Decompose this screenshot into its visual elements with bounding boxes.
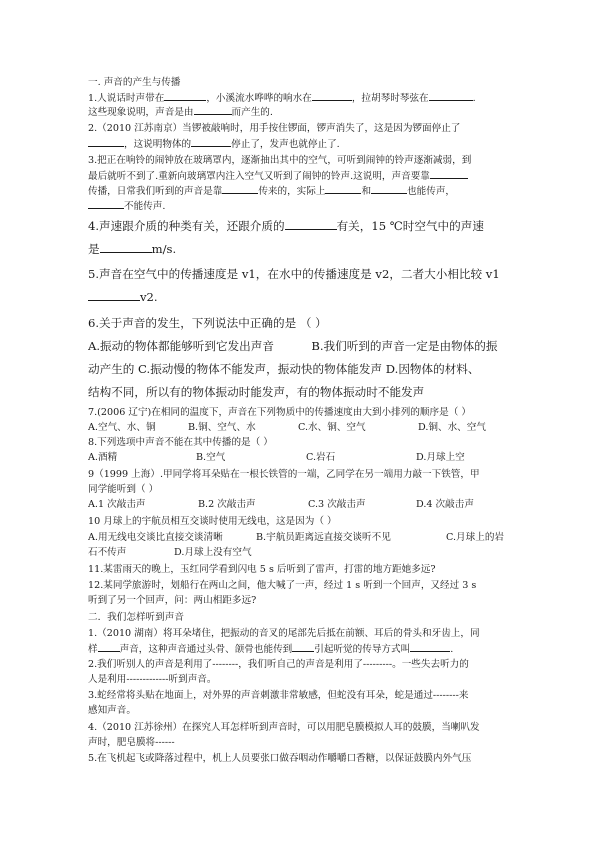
option-c[interactable]: C.岩石	[306, 452, 336, 463]
question-3-line-2: 最后就听不到了.重新向玻璃罩内注入空气又听到了闹钟的铃声.这说明，声音要靠	[88, 169, 528, 183]
question-7-options	[88, 421, 528, 434]
answer-blank[interactable]	[98, 642, 120, 652]
question-10-options-line-1	[88, 531, 528, 544]
section-heading-hearing: 二．我们怎样听到声音	[88, 612, 184, 623]
answer-blank[interactable]	[88, 291, 140, 301]
s2-question-4-line-1: 4.（2010 江苏徐州）在探究人耳怎样听到声音时，可以用肥皂膜模拟人耳的鼓膜，当喇叭发	[88, 722, 480, 733]
s2-question-3-line-1: 3.蛇经常将头贴在地面上，对外界的声音刺激非常敏感，但蛇没有耳朵，蛇是通过--------来	[88, 690, 469, 701]
option-a[interactable]: A.用无线电交谈比直接交谈清晰	[88, 532, 223, 543]
s2-question-4-line-2: 声时，肥皂膜将------	[88, 737, 175, 748]
s2-question-1-line-1: 1.（2010 湖南）将耳朵堵住，把振动的音叉的尾部先后抵在前额、耳后的骨头和牙齿上，同	[88, 628, 480, 639]
question-4-line-1: 4.声速跟介质的种类有关，还跟介质的 有关，15 ℃时空气中的声速	[88, 219, 484, 233]
question-4-line-2: 是 m/s.	[88, 242, 177, 256]
option-a[interactable]: A.空气、水、铜	[88, 422, 156, 433]
question-9-line-1: 9（1999 上海）.甲同学将耳朵贴在一根长铁管的一端，乙同学在另一端用力敲一下铁管，甲	[88, 469, 480, 480]
question-8-stem: 8.下列选项中声音不能在其中传播的是（ ）	[88, 437, 273, 448]
answer-blank[interactable]	[285, 220, 337, 230]
answer-blank[interactable]	[222, 184, 258, 194]
option-b[interactable]: B.铜、空气、水	[188, 422, 256, 433]
question-8-options	[88, 451, 528, 464]
question-6-options-line-2[interactable]: 动产生的 C.振动慢的物体不能发声，振动快的物体能发声 D.因物体的材料、	[88, 362, 480, 376]
section-heading-sound-production: 一. 声音的产生与传播	[88, 77, 181, 88]
question-9-options	[88, 498, 528, 511]
option-b[interactable]: B.空气	[196, 452, 226, 463]
question-2-line-2: ，这说明物体的 停止了，发声也就停止了.	[88, 137, 528, 151]
option-d[interactable]: D.4 次敲击声	[416, 499, 474, 510]
question-6-stem: 6.关于声音的发生，下列说法中正确的是 （ ）	[88, 316, 327, 330]
option-a[interactable]: A.酒精	[88, 452, 118, 463]
option-d[interactable]: D.月球上空	[416, 452, 465, 463]
s2-question-2-line-1: 2.我们听别人的声音是利用了--------，我们听自己的声音是利用了---------。一些失去听力的	[88, 659, 469, 670]
answer-blank[interactable]	[410, 642, 450, 652]
question-3-line-3: 传播，日常我们听到的声音是靠 传来的，实际上 和 也能传声，	[88, 186, 456, 197]
question-2-line-1: 2.（2010 江苏南京）当锣被敲响时，用手按住锣面，锣声消失了，这是因为锣面停止了	[88, 123, 461, 134]
answer-blank[interactable]	[429, 91, 473, 101]
option-c[interactable]: C.水、铜、空气	[298, 422, 366, 433]
option-c[interactable]: C.3 次敲击声	[308, 499, 366, 510]
answer-blank[interactable]	[88, 199, 124, 209]
question-3-line-1: 3.把正在响铃的闹钟放在玻璃罩内，逐渐抽出其中的空气，可听到闹钟的铃声逐渐减弱，到	[88, 155, 472, 166]
answer-blank[interactable]	[100, 243, 152, 253]
answer-blank[interactable]	[194, 105, 232, 115]
answer-blank[interactable]	[164, 91, 206, 101]
option-b[interactable]: B.宇航员距离远直接交谈听不见	[256, 532, 391, 543]
answer-blank[interactable]	[312, 91, 352, 101]
answer-blank[interactable]	[292, 642, 314, 652]
option-c[interactable]: C.月球上的岩	[446, 532, 505, 543]
question-1-line-1: 1.人说话时声带在 ，小溪流水哗哗的响水在 ，拉胡琴时琴弦在 .	[88, 93, 476, 104]
question-7-stem: 7.(2006 辽宁)在相同的温度下，声音在下列物质中的传播速度由大到小排列的顺序是（ ）	[88, 407, 471, 418]
question-5-line-2: v2.	[88, 289, 528, 305]
question-10-stem: 10 月球上的宇航员相互交谈时使用无线电，这是因为（ ）	[88, 516, 337, 527]
option-a[interactable]: A.1 次敲击声	[88, 499, 146, 510]
s2-question-5-line-1: 5.在飞机起飞或降落过程中，机上人员要张口做吞咽动作嚼嚼口香糖，以保证鼓膜内外气压	[88, 753, 472, 764]
answer-blank[interactable]	[371, 184, 407, 194]
option-c-continued[interactable]: 石不传声	[88, 547, 127, 558]
question-5-line-1: 5.声音在空气中的传播速度是 v1，在水中的传播速度是 v2，二者大小相比较 v1	[88, 267, 500, 281]
question-12-line-2: 听到了另一个回声，问：两山相距多远?	[88, 595, 257, 606]
question-10-options-line-2	[88, 546, 528, 559]
s2-question-2-line-2: 人是利用-------------听到声音。	[88, 674, 217, 685]
s2-question-1-line-2: 样 声音，这种声音通过头骨、颌骨也能传到 引起听觉的传导方式叫 .	[88, 644, 454, 655]
answer-blank[interactable]	[191, 137, 231, 147]
question-3-line-4: 不能传声.	[88, 199, 528, 213]
question-6-options-line-3[interactable]: 结构不同，所以有的物体振动时能发声，有的物体振动时不能发声	[88, 385, 425, 399]
s2-question-3-line-2: 感知声音。	[88, 705, 136, 716]
question-12-line-1: 12.某同学旅游时，划船行在两山之间，他大喊了一声，经过 1 s 听到一个回声，又经过 3 s	[88, 580, 477, 591]
answer-blank[interactable]	[430, 169, 468, 179]
option-b[interactable]: B.2 次敲击声	[198, 499, 256, 510]
answer-blank[interactable]	[325, 184, 361, 194]
answer-blank[interactable]	[88, 137, 124, 147]
option-d[interactable]: D.铜、水、空气	[418, 422, 486, 433]
option-b[interactable]: B.我们听到的声音一定是由物体的振	[311, 339, 498, 353]
option-a[interactable]: A.振动的物体都能够听到它发出声音	[88, 339, 274, 353]
question-9-line-2: 同学能听到（ ）	[88, 484, 159, 495]
question-6-options-line-1	[88, 338, 528, 354]
question-1-line-2: 这些现象说明，声音是由 而产生的.	[88, 107, 273, 118]
option-d[interactable]: D.月球上没有空气	[174, 547, 252, 558]
question-11: 11.某雷雨天的晚上，玉红同学看到闪电 5 s 后听到了雷声，打雷的地方距她多远?	[88, 564, 436, 575]
